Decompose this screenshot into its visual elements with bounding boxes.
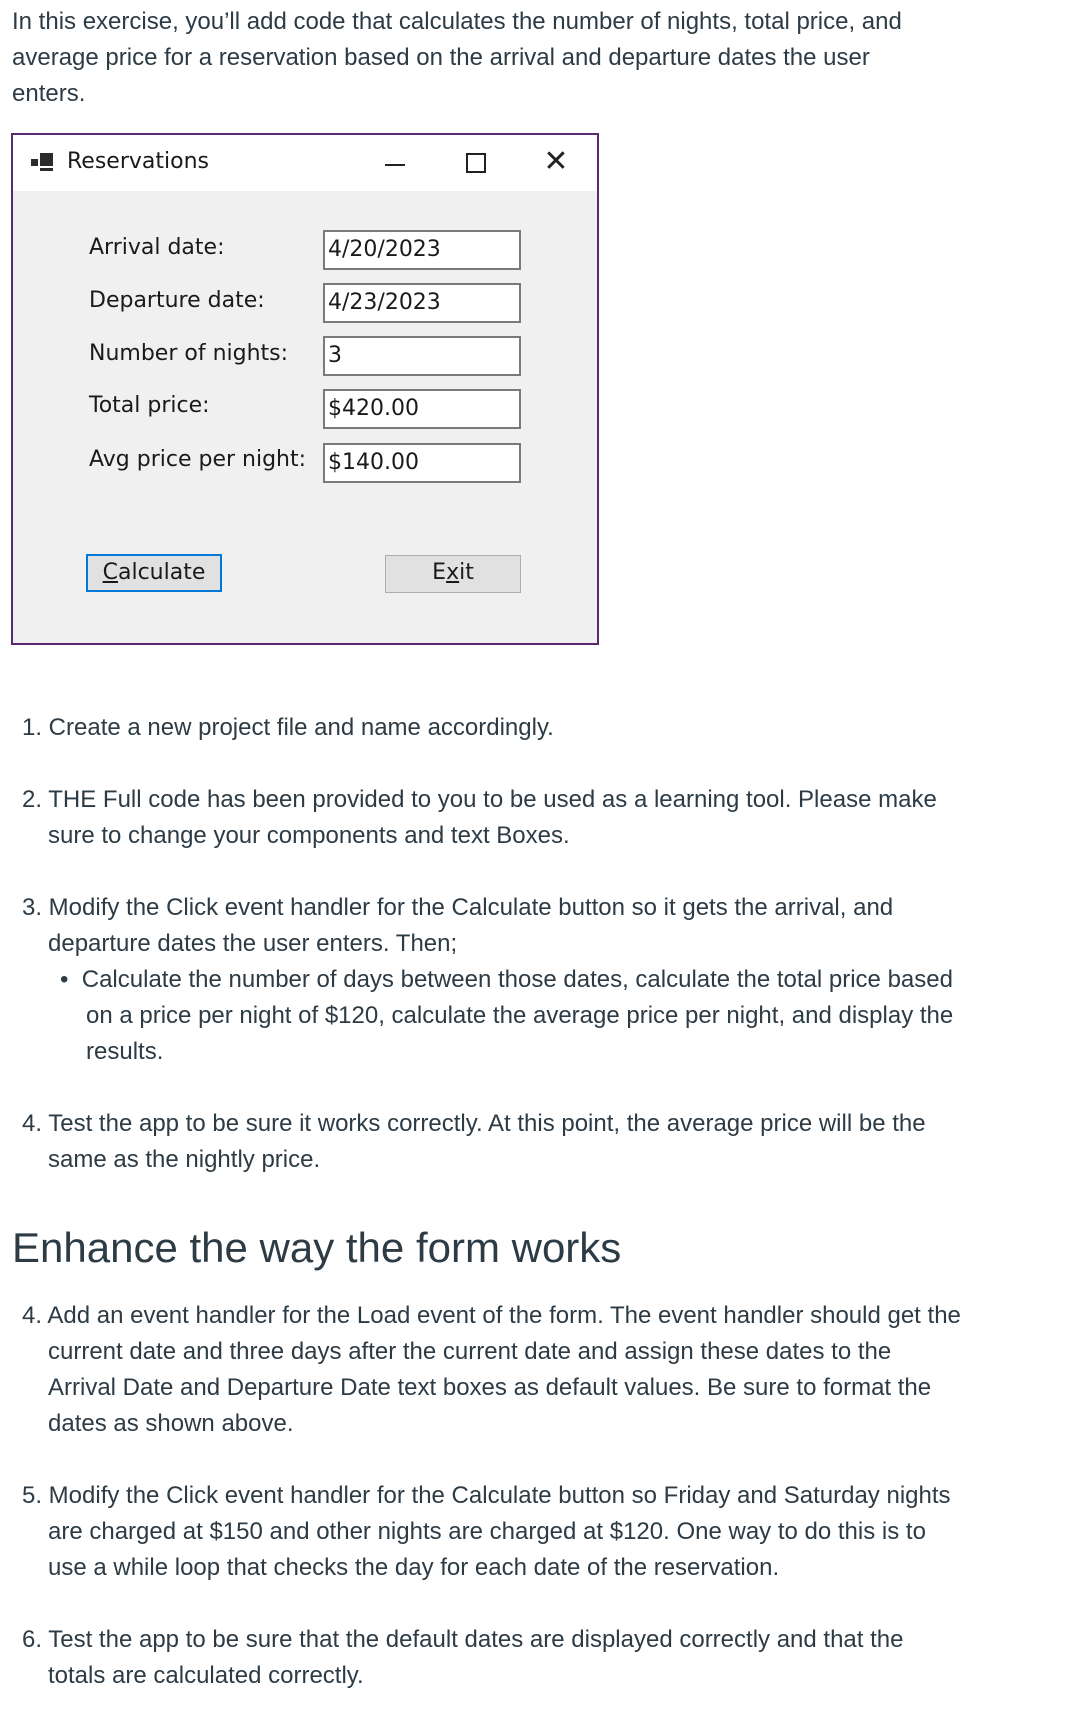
bullet-icon: • (60, 966, 69, 993)
arrival-date-input[interactable]: 4/20/2023 (323, 230, 521, 270)
step-text: 3. Modify the Click event handler for the Calculate button so it gets the arrival, and departure dates the user enters. Then; (22, 894, 894, 957)
avg-price-output[interactable]: $140.00 (323, 443, 521, 483)
maximize-icon[interactable] (455, 147, 495, 179)
close-icon[interactable]: ✕ (543, 144, 569, 179)
step-text: 4. Add an event handler for the Load event of the form. The event handler should get the current date and three days after the current date and assign these dates to the Arrival Date and Departure Date text boxes as default values. Be sure to format the dates as shown above. (22, 1302, 961, 1437)
nights-label: Number of nights: (89, 341, 289, 366)
total-price-label: Total price: (89, 393, 210, 418)
nights-output[interactable]: 3 (323, 336, 521, 376)
step-text: 6. Test the app to be sure that the default dates are displayed correctly and that the totals are calculated correctly. (22, 1626, 904, 1689)
step-3 (22, 890, 962, 1070)
enhance-step-5 (22, 1478, 962, 1586)
step-4 (22, 1106, 962, 1178)
calculate-button[interactable] (86, 554, 222, 592)
enhance-step-6 (22, 1622, 962, 1694)
form-app-icon (31, 153, 53, 171)
calculate-accel: C (102, 560, 118, 585)
step-text: 1. Create a new project file and name accordingly. (22, 714, 554, 741)
intro-paragraph: In this exercise, you’ll add code that calculates the number of nights, total price, and average price for a reservation based on the arrival and departure dates the user enters. (12, 8, 902, 107)
enhance-step-4 (22, 1298, 962, 1442)
step-3-bullet (22, 962, 962, 1070)
step-1 (22, 710, 962, 746)
exit-label-rest: it (459, 560, 474, 585)
bullet-text: Calculate the number of days between those dates, calculate the total price based on a price per night of $120, calculate the average price per night, and display the results. (81, 966, 954, 1065)
minimize-icon[interactable] (373, 147, 413, 179)
section-heading: Enhance the way the form works (12, 1224, 622, 1271)
avg-price-label: Avg price per night: (89, 447, 307, 472)
calculate-label-rest: alculate (117, 560, 206, 585)
exit-button[interactable] (385, 555, 521, 593)
title-bar (13, 135, 597, 191)
total-price-output[interactable]: $420.00 (323, 389, 521, 429)
departure-date-input[interactable]: 4/23/2023 (323, 283, 521, 323)
step-text: 5. Modify the Click event handler for the Calculate button so Friday and Saturday nights are charged at $150 and other nights are charged at $120. One way to do this is to use a while loop that checks the day for each date of the reservation. (22, 1482, 951, 1581)
step-text: 2. THE Full code has been provided to you to be used as a learning tool. Please make sure to change your components and text Boxes. (22, 786, 937, 849)
exit-accel: x (446, 560, 460, 585)
departure-date-label: Departure date: (89, 288, 265, 313)
step-text: 4. Test the app to be sure it works correctly. At this point, the average price will be the same as the nightly price. (22, 1110, 926, 1173)
exit-label-prefix: E (432, 560, 447, 585)
arrival-date-label: Arrival date: (89, 235, 225, 260)
window-title: Reservations (67, 149, 209, 174)
reservations-window (11, 133, 599, 645)
step-2 (22, 782, 962, 854)
